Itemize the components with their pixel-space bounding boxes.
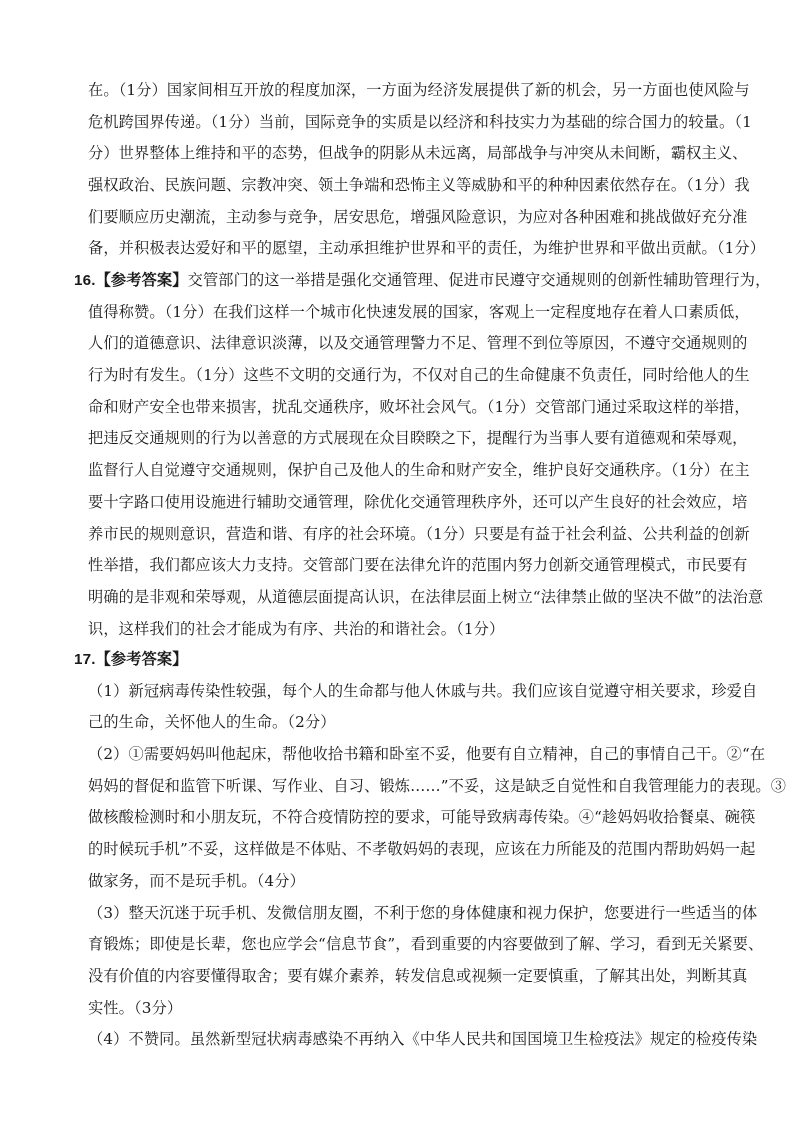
text-line: 妈妈的督促和监管下听课、写作业、自习、锻炼……”不妥，这是缺乏自觉性和自我管理能力的表现。③ (88, 776, 787, 795)
text-line: 要十字路口使用设施进行辅助交通管理，除优化交通管理秩序外，还可以产生良好的社会效应，培 (88, 492, 748, 511)
text-line: 实性。（3分） (88, 998, 183, 1017)
text-line: （3）整天沉迷于玩手机、发微信朋友圈，不利于您的身体健康和视力保护，您要进行一些适当的体 (88, 903, 758, 922)
text-line: 做家务，而不是玩手机。（4分） (88, 871, 305, 890)
text-line: 识，这样我们的社会才能成为有序、共治的和谐社会。（1分） (88, 619, 505, 638)
text-line: 强权政治、民族问题、宗教冲突、领土争端和恐怖主义等威胁和平的种种因素依然存在。（1分）我 (88, 176, 750, 195)
text-line: 命和财产安全也带来损害，扰乱交通秩序，败坏社会风气。（1分）交管部门通过采取这样的举措， (88, 397, 750, 416)
text-line: 把违反交通规则的行为以善意的方式展现在众目睽睽之下，提醒行为当事人要有道德观和荣辱观， (88, 429, 748, 448)
text-line: 养市民的规则意识，营造和谐、有序的社会环境。（1分）只要是有益于社会利益、公共利益的创新 (88, 524, 750, 543)
text-line: 在。（1分）国家间相互开放的程度加深，一方面为经济发展提供了新的机会，另一方面也使风险与 (88, 81, 750, 99)
text-line: 人们的道德意识、法律意识淡薄，以及交通管理警力不足、管理不到位等原因，不遵守交通规则的 (88, 334, 748, 353)
text-line: 做核酸检测时和小朋友玩，不符合疫情防控的要求，可能导致病毒传染。④“趁妈妈收拾餐桌、碗筷 (88, 808, 756, 827)
answer-16 (74, 265, 771, 645)
text-line: 己的生命，关怀他人的生命。（2分） (88, 713, 336, 732)
text-line: 分）世界整体上维持和平的态势，但战争的阴影从未远离，局部战争与冲突从未间断，霸权主义、 (88, 144, 748, 163)
text-line: 明确的是非观和荣辱观，从道德层面提高认识，在法律层面上树立“法律禁止做的坚决不做”的法治意 (88, 587, 764, 606)
answer-tag: 【参考答案】 (95, 271, 188, 289)
text-line: 的时候玩手机”不妥，这样做是不体贴、不孝敬妈妈的表现，应该在力所能及的范围内帮助妈妈一起 (88, 840, 756, 859)
question-number: 16. (74, 272, 96, 289)
text-line: 交管部门的这一举措是强化交通管理、促进市民遵守交通规则的创新性辅助管理行为， (187, 271, 771, 289)
previous-answer-continuation (88, 75, 766, 265)
text-line: （2）①需要妈妈叫他起床，帮他收拾书籍和卧室不妥，他要有自立精神，自己的事情自己干。②“在 (88, 745, 766, 764)
text-line: 育锻炼；即使是长辈，您也应学会“信息节食”，看到重要的内容要做到了解、学习，看到无关紧要、 (88, 935, 764, 954)
question-number: 17. (74, 651, 96, 668)
answer-tag: 【参考答案】 (95, 650, 188, 668)
text-line: 值得称赞。（1分）在我们这样一个城市化快速发展的国家，客观上一定程度地存在着人口素质低， (88, 302, 750, 321)
text-line: 行为时有发生。（1分）这些不文明的交通行为，不仅对自己的生命健康不负责任，同时给他人的生 (88, 366, 750, 385)
text-line: 危机跨国界传递。（1分）当前，国际竞争的实质是以经济和科技实力为基础的综合国力的较量。（1 (88, 112, 752, 131)
answer-16-header (74, 265, 771, 297)
answer-17-header (74, 644, 706, 676)
answer-17 (74, 644, 787, 1056)
text-line: 监督行人自觉遵守交通规则，保护自己及他人的生命和财产安全，维护良好交通秩序。（1分）在主 (88, 461, 750, 480)
text-line: （4）不赞同。虽然新型冠状病毒感染不再纳入《中华人民共和国国境卫生检疫法》规定的检疫传染 (88, 1030, 758, 1049)
text-line: 没有价值的内容要懂得取舍；要有媒介素养，转发信息或视频一定要慎重，了解其出处，判断其真 (88, 966, 748, 985)
text-line: （1）新冠病毒传染性较强，每个人的生命都与他人休戚与共。我们应该自觉遵守相关要求，珍爱自 (88, 681, 758, 700)
text-line: 性举措，我们都应该大力支持。交管部门要在法律允许的范围内努力创新交通管理模式，市民要有 (88, 556, 748, 575)
text-line: 们要顺应历史潮流，主动参与竞争，居安思危，增强风险意识，为应对各种困难和挑战做好充分准 (88, 207, 748, 226)
text-line: 备，并积极表达爱好和平的愿望，主动承担维护世界和平的责任，为维护世界和平做出贡献。（1分） (88, 239, 766, 258)
